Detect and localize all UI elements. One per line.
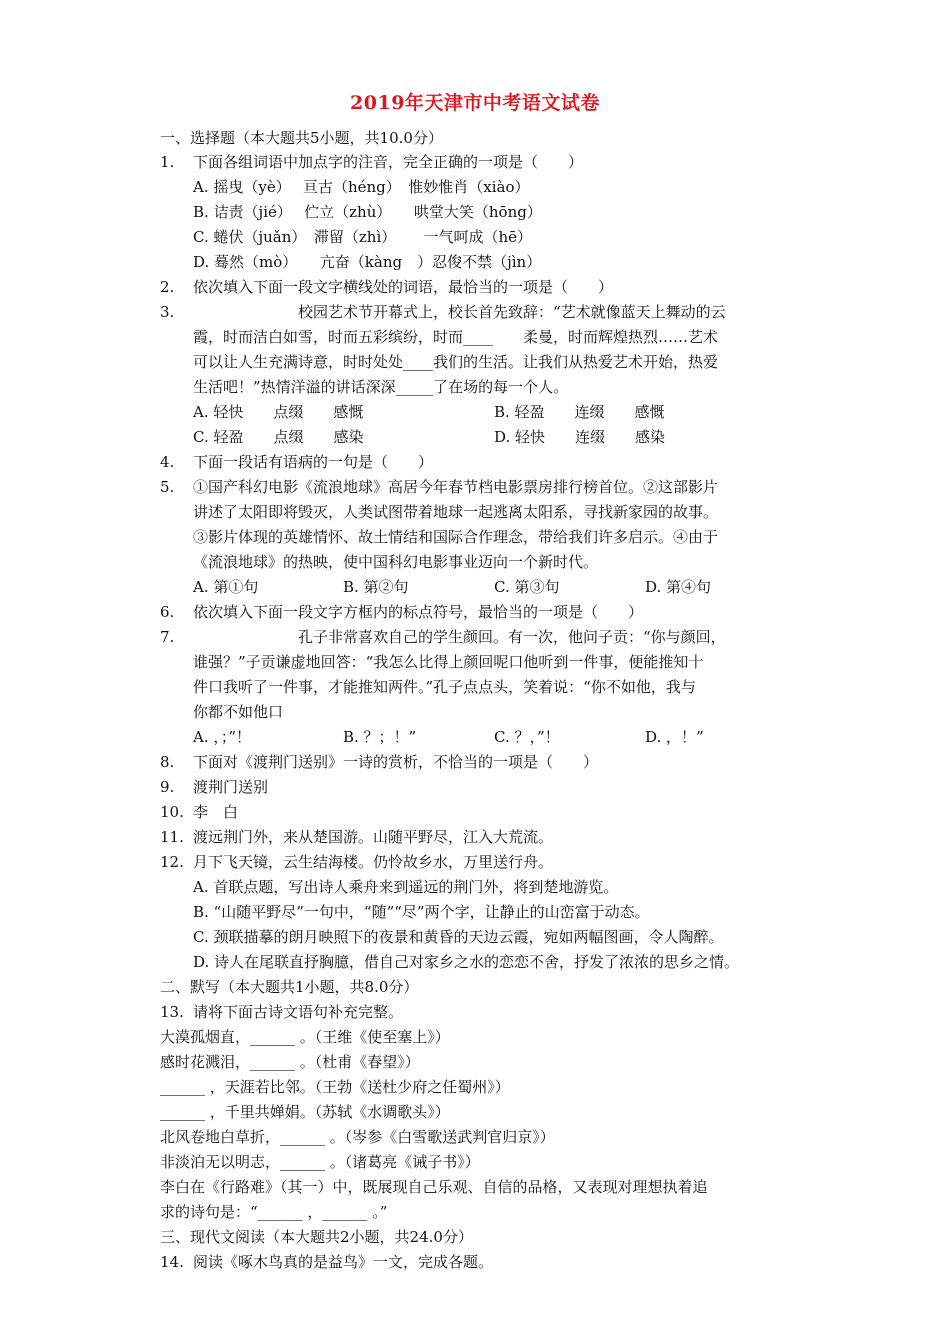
- q1-option-a: A. 摇曳（yè） 亘古（héng） 惟妙惟肖（xiào）: [193, 178, 530, 196]
- dictation-line: 李白在《行路难》（其一）中，既展现自己乐观、自信的品格，又表现对理想执着追: [160, 1178, 708, 1196]
- question-number: 5.: [160, 478, 175, 496]
- q7-passage-line: 谁强？”子贡谦虚地回答：“我怎么比得上颜回呢口他听到一件事，便能推知十: [193, 653, 704, 671]
- q7-option-d: D. ，！”: [645, 728, 704, 746]
- q7-option-c: C. ？，”！: [494, 728, 560, 746]
- question-number: 14.: [160, 1253, 184, 1271]
- question-number: 6.: [160, 603, 175, 621]
- q8-option-c: C. 颈联描摹的朗月映照下的夜景和黄昏的天边云霞，宛如两幅图画，令人陶醉。: [193, 928, 724, 946]
- question-13-text: 请将下面古诗文语句补充完整。: [193, 1003, 404, 1021]
- question-number: 11.: [160, 828, 184, 846]
- question-8-text: 下面对《渡荆门送别》一诗的赏析，不恰当的一项是（ ）: [193, 753, 599, 771]
- question-number: 12.: [160, 853, 184, 871]
- question-number: 4.: [160, 453, 175, 471]
- dictation-line: 北风卷地白草折，______ 。（岑参《白雪歌送武判官归京》）: [160, 1128, 555, 1146]
- q8-option-d: D. 诗人在尾联直抒胸臆，借自己对家乡之水的恋恋不舍，抒发了浓浓的思乡之情。: [193, 953, 740, 971]
- q5-option-d: D. 第④句: [645, 578, 712, 596]
- q7-passage-line: 孔子非常喜欢自己的学生颜回。有一次，他问子贡：“你与颜回，: [193, 628, 726, 646]
- dictation-line: ______ ，天涯若比邻。（王勃《送杜少府之任蜀州》）: [160, 1078, 510, 1096]
- question-6-text: 依次填入下面一段文字方框内的标点符号，最恰当的一项是（ ）: [193, 603, 644, 621]
- question-2-text: 依次填入下面一段文字横线处的词语，最恰当的一项是（ ）: [193, 278, 614, 296]
- poem-line: 渡远荆门外，来从楚国游。山随平野尽，江入大荒流。: [193, 828, 554, 846]
- question-number: 1.: [160, 153, 175, 171]
- q7-passage-line: 你都不如他口: [193, 703, 284, 721]
- question-number: 9.: [160, 778, 175, 796]
- q3-passage-line: 校园艺术节开幕式上，校长首先致辞：“艺术就像蓝天上舞动的云: [193, 303, 726, 321]
- poem-author: 李 白: [193, 803, 239, 821]
- section-heading-1: 一、选择题（本大题共5小题，共10.0分）: [160, 129, 443, 147]
- q1-option-b: B. 诘责（jié） 伫立（zhù） 哄堂大笑（hōng）: [193, 203, 542, 221]
- question-number: 10.: [160, 803, 184, 821]
- q8-option-b: B. “山随平野尽”一句中，“随”“尽”两个字，让静止的山峦富于动态。: [193, 903, 650, 921]
- q7-option-a: A. ，；”！: [193, 728, 252, 746]
- question-1-text: 下面各组词语中加点字的注音，完全正确的一项是（ ）: [193, 153, 584, 171]
- q8-option-a: A. 首联点题，写出诗人乘舟来到遥远的荆门外，将到楚地游览。: [193, 878, 619, 896]
- question-number: 7.: [160, 628, 175, 646]
- question-number: 8.: [160, 753, 175, 771]
- q3-option-b: B. 轻盈 连缀 感慨: [494, 403, 665, 421]
- q3-passage-line: 霞，时而洁白如雪，时而五彩缤纷，时而____ 柔曼，时而辉煌热烈……艺术: [193, 328, 719, 346]
- q5-option-b: B. 第②句: [343, 578, 409, 596]
- q3-option-d: D. 轻快 连缀 感染: [494, 428, 666, 446]
- poem-title: 渡荆门送别: [193, 778, 269, 796]
- poem-line: 月下飞天镜，云生结海楼。仍怜故乡水，万里送行舟。: [193, 853, 554, 871]
- question-14-text: 阅读《啄木鸟真的是益鸟》一文，完成各题。: [193, 1253, 494, 1271]
- section-heading-3: 三、现代文阅读（本大题共2小题，共24.0分）: [160, 1228, 473, 1246]
- q3-option-a: A. 轻快 点缀 感慨: [193, 403, 364, 421]
- dictation-line: 感时花溅泪，______ 。（杜甫《春望》）: [160, 1053, 420, 1071]
- question-number: 3.: [160, 303, 175, 321]
- q5-passage-line: ①国产科幻电影《流浪地球》高居今年春节档电影票房排行榜首位。②这部影片: [193, 478, 719, 496]
- page-title: 2019年天津市中考语文试卷: [350, 92, 600, 114]
- dictation-line: 大漠孤烟直，______ 。（王维《使至塞上》）: [160, 1028, 450, 1046]
- q1-option-d: D. 蓦然（mò） 亢奋（kàng ）忍俊不禁（jìn）: [193, 253, 542, 271]
- q7-option-b: B. ？；！”: [343, 728, 417, 746]
- q5-option-a: A. 第①句: [193, 578, 259, 596]
- dictation-line: 求的诗句是：“______ ，______ 。”: [160, 1203, 388, 1221]
- q1-option-c: C. 蜷伏（juǎn） 滞留（zhì） 一气呵成（hē）: [193, 228, 533, 246]
- q5-passage-line: 《流浪地球》的热映，使中国科幻电影事业迈向一个新时代。: [193, 553, 599, 571]
- section-heading-2: 二、默写（本大题共1小题，共8.0分）: [160, 978, 419, 996]
- dictation-line: 非淡泊无以明志，______ 。（诸葛亮《诫子书》）: [160, 1153, 480, 1171]
- q5-option-c: C. 第③句: [494, 578, 560, 596]
- q7-passage-line: 件口我听了一件事，才能推知两件。”孔子点点头，笑着说：“你不如他，我与: [193, 678, 696, 696]
- q3-passage-line: 可以让人生充满诗意，时时处处____我们的生活。让我们从热爱艺术开始，热爱: [193, 353, 719, 371]
- question-number: 2.: [160, 278, 175, 296]
- q5-passage-line: ③影片体现的英雄情怀、故土情结和国际合作理念，带给我们许多启示。④由于: [193, 528, 719, 546]
- question-number: 13.: [160, 1003, 184, 1021]
- q5-passage-line: 讲述了太阳即将毁灭，人类试图带着地球一起逃离太阳系，寻找新家园的故事。: [193, 503, 719, 521]
- q3-passage-line: 生活吧！”热情洋溢的讲话深深_____了在场的每一个人。: [193, 378, 569, 396]
- question-4-text: 下面一段话有语病的一句是（ ）: [193, 453, 434, 471]
- q3-option-c: C. 轻盈 点缀 感染: [193, 428, 364, 446]
- dictation-line: ______ ，千里共婵娟。（苏轼《水调歌头》）: [160, 1103, 450, 1121]
